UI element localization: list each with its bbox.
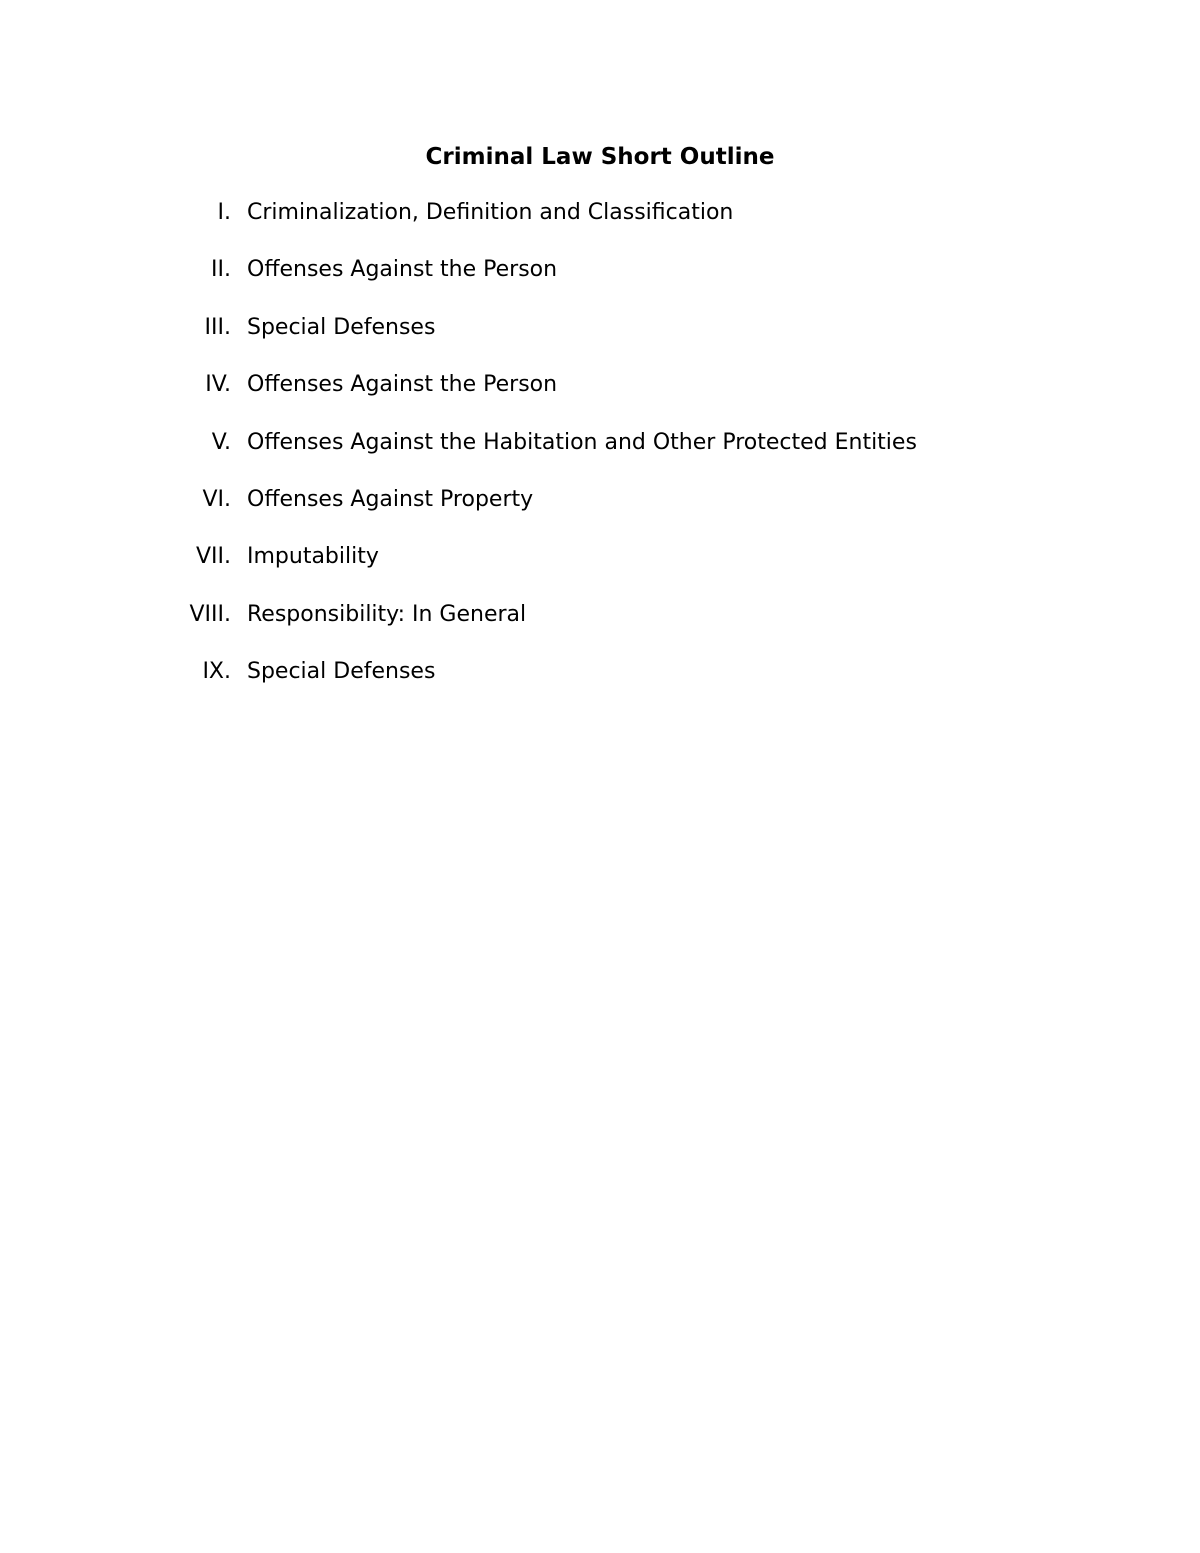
outline-numeral: IX.	[202, 659, 231, 685]
outline-numeral: VII.	[195, 544, 231, 570]
outline-numeral: II.	[211, 257, 231, 283]
outline-item	[0, 196, 917, 253]
outline-item	[0, 253, 917, 310]
outline-item	[0, 655, 917, 712]
outline-list	[0, 196, 917, 713]
outline-numeral: VI.	[202, 486, 231, 512]
outline-item-text: Special Defenses	[247, 659, 436, 685]
outline-item-text: Responsibility: In General	[247, 601, 527, 627]
outline-item	[0, 426, 917, 483]
outline-item	[0, 540, 917, 597]
outline-numeral: V.	[211, 429, 231, 455]
outline-numeral: IV.	[205, 372, 231, 398]
outline-item	[0, 598, 917, 655]
outline-item-text: Offenses Against Property	[247, 486, 534, 512]
outline-item-text: Offenses Against the Person	[247, 257, 558, 283]
outline-item-text: Imputability	[247, 544, 379, 570]
outline-numeral: I.	[217, 200, 231, 225]
outline-item-text: Criminalization, Definition and Classification	[247, 200, 734, 225]
outline-item-text: Special Defenses	[247, 314, 436, 340]
outline-item-text: Offenses Against the Habitation and Other Protected Entities	[247, 429, 917, 455]
page-title: Criminal Law Short Outline	[425, 144, 775, 170]
outline-numeral: III.	[204, 314, 231, 340]
outline-item	[0, 311, 917, 368]
outline-numeral: VIII.	[189, 601, 231, 627]
outline-item-text: Offenses Against the Person	[247, 372, 558, 398]
outline-item	[0, 368, 917, 425]
outline-item	[0, 483, 917, 540]
